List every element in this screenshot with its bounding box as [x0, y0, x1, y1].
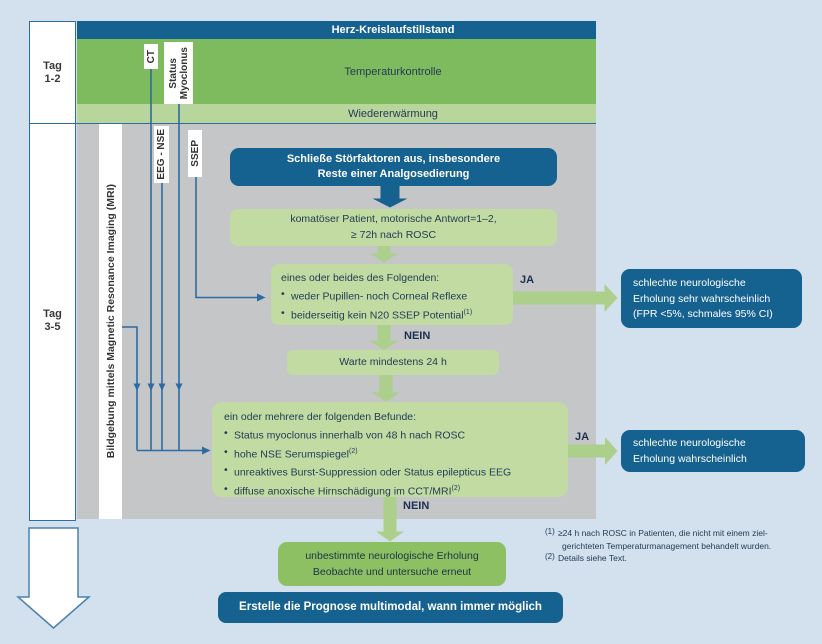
day-3-5-word: Tag	[43, 308, 62, 320]
mri-band	[99, 124, 122, 519]
comatose-patient-box: komatöser Patient, motorische Antwort=1–2, ≥ 72h nach ROSC	[230, 209, 557, 246]
outcome-very-likely-box: schlechte neurologische Erholung sehr wahrscheinlich (FPR <5%, schmales 95% CI)	[621, 269, 802, 328]
arrow-nein-2	[376, 497, 404, 542]
criteria-two-item: • Status myoclonus innerhalb von 48 h nach ROSC	[224, 427, 466, 442]
footnotes	[545, 527, 815, 565]
ja-label-2: JA	[575, 431, 590, 443]
exclude-confounders-box: Schließe Störfaktoren aus, insbesondere Reste einer Analgosedierung	[230, 148, 557, 186]
bullet-icon: •	[281, 306, 285, 319]
criteria-one-box	[271, 264, 513, 325]
ssep-arrowhead	[257, 294, 266, 302]
criteria-one-item: • weder Pupillen- noch Corneal Reflexe	[281, 288, 468, 303]
merge-arrowhead	[202, 447, 211, 455]
mri-label: Bildgebung mittels Magnetic Resonance Imaging (MRI)	[104, 184, 117, 459]
outcome-likely-box: schlechte neurologische Erholung wahrscheinlich	[621, 430, 805, 472]
wait-box: Warte mindestens 24 h	[287, 350, 499, 375]
footnote-1: (1) ≥24 h nach ROSC in Patienten, die nicht mit einem ziel- gerichteten Temperaturmanagement behandelt wurden.	[545, 527, 772, 551]
bullet-icon: •	[224, 427, 228, 439]
bullet-icon: •	[224, 464, 228, 476]
arrow-exclude-to-comatose	[373, 186, 408, 208]
arrow-wait-to-criteria2	[372, 375, 400, 402]
arrow-comatose-to-criteria1	[370, 246, 398, 263]
bullet-icon: •	[224, 445, 228, 458]
criteria-one-title: eines oder beides des Folgenden:	[281, 272, 440, 284]
cardiac-arrest-label: Herz-Kreislaufstillstand	[331, 24, 455, 36]
time-flow-arrow	[18, 528, 89, 628]
criteria-one-item: • beiderseitig kein N20 SSEP Potential$^{(1)}$	[281, 306, 473, 321]
criteria-two-box	[212, 402, 568, 497]
footnote-2: (2) Details siehe Text.	[545, 552, 627, 563]
bullet-icon: •	[224, 482, 228, 495]
criteria-two-item: • hohe NSE Serumspiegel$^{(2)}$	[224, 445, 358, 460]
status-line-arrowhead	[176, 384, 183, 392]
eeg-nse-line-arrowhead	[159, 384, 166, 392]
ja-label-1: JA	[520, 274, 535, 286]
nein-label-1: NEIN	[404, 330, 431, 342]
day-3-5-range: 3-5	[44, 321, 61, 333]
temperature-control-label: Temperaturkontrolle	[344, 65, 442, 78]
day-1-2-word: Tag	[43, 59, 62, 72]
mri-line	[122, 327, 137, 451]
criteria-two-item: • unreaktives Burst-Suppression oder Status epilepticus EEG	[224, 464, 512, 479]
label-ssep: SSEP	[188, 130, 202, 177]
arrow-nein-1	[370, 325, 398, 350]
criteria-two-item: • diffuse anoxische Hirnschädigung im CCT/MRI$^{(2)}$	[224, 482, 461, 497]
label-ct: CT	[144, 44, 158, 69]
arrow-ja-1	[513, 284, 618, 312]
indeterminate-box: unbestimmte neurologische Erholung Beobachte und untersuche erneut	[278, 542, 506, 586]
rewarming-label: Wiedererwärmung	[348, 107, 438, 120]
bullet-icon: •	[281, 288, 285, 300]
criteria-two-title: ein oder mehrere der folgenden Befunde:	[224, 411, 417, 423]
day-1-2-range: 1-2	[44, 72, 61, 85]
nein-label-2: NEIN	[403, 500, 430, 512]
mri-line-arrowhead	[134, 384, 141, 392]
ct-line-arrowhead	[148, 384, 155, 392]
label-status-myoclonus: Status Myoclonus	[164, 42, 193, 104]
label-eeg-nse: EEG - NSE	[154, 126, 169, 183]
final-advice-box: Erstelle die Prognose multimodal, wann immer möglich	[218, 592, 563, 623]
